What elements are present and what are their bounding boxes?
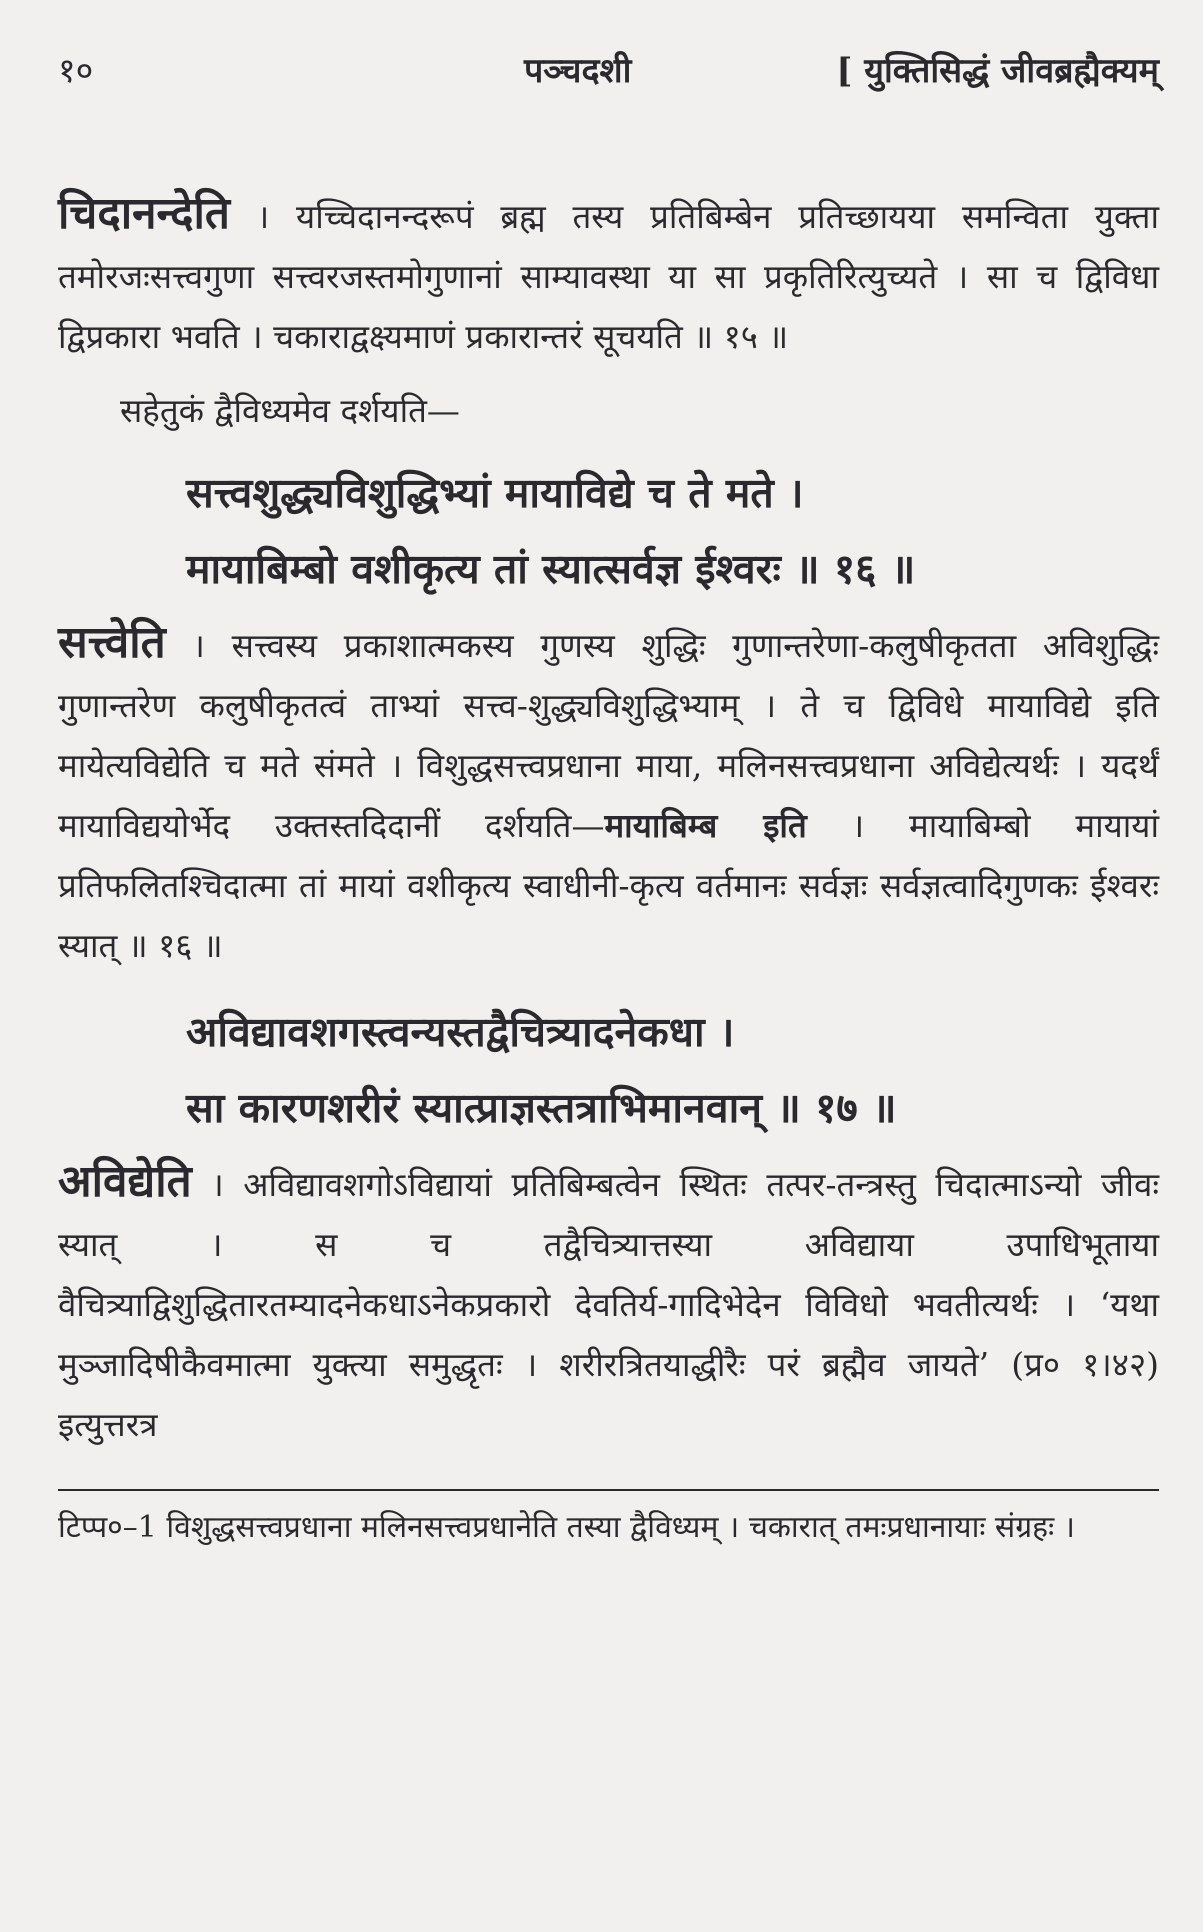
- commentary-text: । अविद्यावशगोऽविद्यायां प्रतिबिम्बत्वेन स्थितः तत्पर-तन्त्रस्तु चिदात्माऽन्यो जीवः स्यात् । स च तद्वैचित्र्यात्तस्या अविद्याया उपाधिभूताया वैचित्र्याद्विशुद्धितारतम्यादनेकधाऽनेकप्रकारो देवतिर्य-गादिभेदेन विविधो भवतीत्यर्थः । ‘यथा मुञ्जादिषीकैवमात्मा युक्त्या समुद्धृतः । शरीरत्रितयाद्धीरैः परं ब्रह्मैव जायते’ (प्र० १।४२) इत्युत्तरत्र: [58, 1165, 1159, 1444]
- commentary-paragraph-3: [58, 1152, 1159, 1455]
- commentary-text: । सत्त्वस्य प्रकाशात्मकस्य गुणस्य शुद्धिः गुणान्तरेणा-कलुषीकृतता अविशुद्धिः गुणान्तरेण कलुषीकृतत्वं ताभ्यां सत्त्व-शुद्ध्यविशुद्धिभ्याम् । ते च द्विविधे मायाविद्ये इति मायेत्यविद्येति च मते संमते । विशुद्धसत्त्वप्रधाना माया, मलिनसत्त्वप्रधाना अविद्येत्यर्थः । यदर्थं मायाविद्ययोर्भेद उक्तस्तदिदानीं दर्शयति—: [58, 626, 1159, 845]
- page-number: १०: [58, 51, 94, 91]
- commentary-paragraph-1: [58, 184, 1159, 367]
- footnote-divider: [58, 1489, 1159, 1491]
- verse-introduction: सहेतुकं द्वैविध्यमेव दर्शयति—: [120, 391, 460, 430]
- commentary-text: । यच्चिदानन्दरूपं ब्रह्म तस्य प्रतिबिम्बेन प्रतिच्छायया समन्विता युक्ता तमोरजःसत्त्वगुणा सत्त्वरजस्तमोगुणानां साम्यावस्था या सा प्रकृतिरित्युच्यते । सा च द्विविधा द्विप्रकारा भवति । चकाराद्वक्ष्यमाणं प्रकारान्तरं सूचयति ॥ १५ ॥: [58, 197, 1159, 356]
- verse-16-line-2: मायाबिम्बो वशीकृत्य तां स्यात्सर्वज्ञ ईश्वरः ॥ १६ ॥: [186, 545, 916, 593]
- verse-16-line-1: सत्त्वशुद्ध्यविशुद्धिभ्यां मायाविद्ये च ते मते ।: [186, 469, 804, 517]
- commentary-keyword: चिदानन्देति: [58, 188, 230, 239]
- section-title: [ युक्तिसिद्धं जीवब्रह्मैक्यम्: [836, 51, 1159, 91]
- inline-keyword: मायाबिम्ब इति: [604, 806, 807, 845]
- verse-17-line-1: अविद्यावशगस्त्वन्यस्तद्वैचित्र्यादनेकधा ।: [186, 1008, 735, 1056]
- footnote: टिप्प०–1 विशुद्धसत्त्वप्रधाना मलिनसत्त्वप्रधानेति तस्या द्वैविध्यम् । चकारात् तमःप्रधानायाः संग्रहः ।: [58, 1510, 1076, 1545]
- book-title: पञ्चदशी: [524, 51, 632, 91]
- commentary-paragraph-2: [58, 613, 1159, 976]
- verse-17-line-2: सा कारणशरीरं स्यात्प्राज्ञस्तत्राभिमानवान् ॥ १७ ॥: [186, 1084, 897, 1132]
- page-header: [58, 46, 1159, 126]
- commentary-keyword: सत्त्वेति: [58, 617, 166, 668]
- commentary-keyword: अविद्येति: [58, 1156, 192, 1207]
- commentary-text-continued: । मायाबिम्बो मायायां प्रतिफलितश्चिदात्मा तां मायां वशीकृत्य स्वाधीनी-कृत्य वर्तमानः सर्वज्ञः सर्वज्ञत्वादिगुणकः ईश्वरः स्यात् ॥ १६ ॥: [58, 806, 1159, 965]
